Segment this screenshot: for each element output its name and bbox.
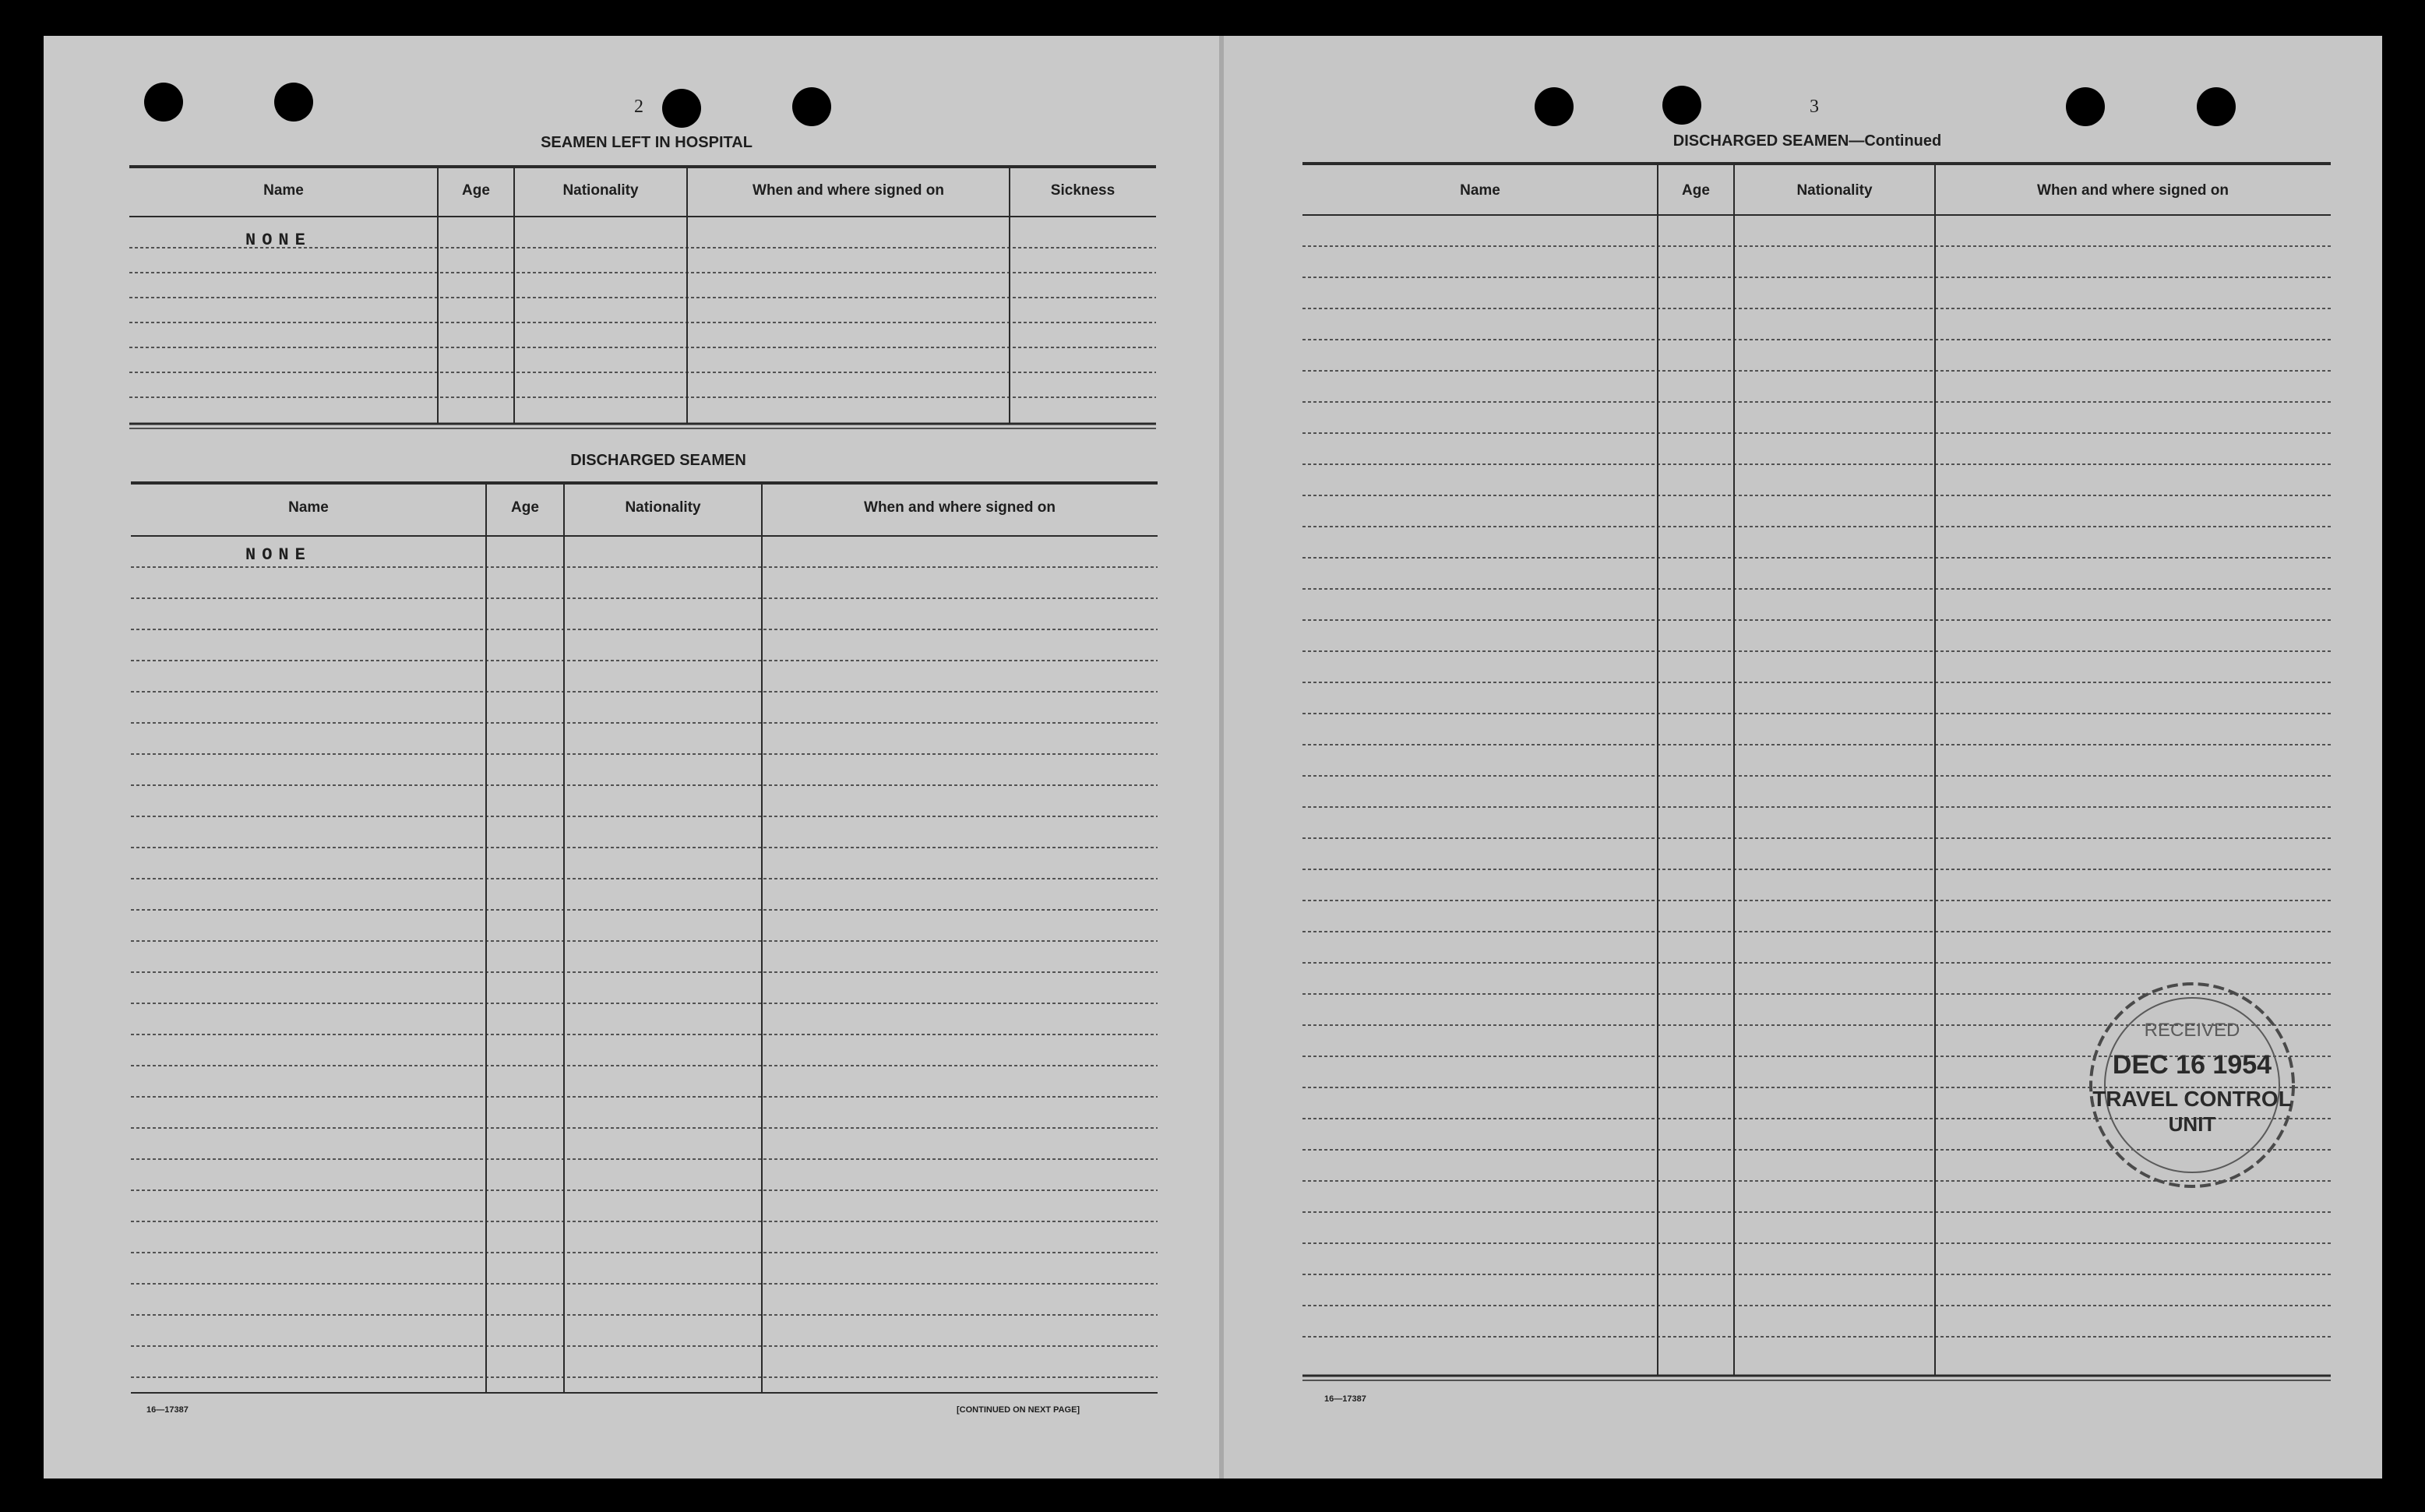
discharged-col-nationality: Nationality (625, 499, 701, 516)
discharged-section-title: DISCHARGED SEAMEN (570, 452, 746, 469)
continued-note: [CONTINUED ON NEXT PAGE] (957, 1405, 1080, 1415)
hospital-col-sickness: Sickness (1050, 182, 1116, 199)
stamp-unit-text: UNIT (2168, 1112, 2216, 1136)
discharged-entry-none: NONE (245, 545, 312, 565)
form-number: 16—17387 (146, 1405, 189, 1415)
hospital-col-signed-on: When and where signed on (753, 182, 944, 199)
discharged-col-name: Name (288, 499, 329, 516)
stamp-date-text: DEC 16 1954 (2112, 1050, 2272, 1080)
hospital-section-title: SEAMEN LEFT IN HOSPITAL (541, 134, 753, 151)
hospital-col-age: Age (462, 182, 490, 199)
right-col-nationality: Nationality (1796, 182, 1873, 199)
right-col-age: Age (1682, 182, 1710, 199)
right-section-title (1644, 132, 1971, 150)
received-stamp (2066, 980, 2318, 1190)
right-title-main: DISCHARGED SEAMEN (1672, 132, 1849, 150)
form-number: 16—17387 (1324, 1394, 1366, 1404)
right-title-sub: —Continued (1849, 132, 1942, 150)
discharged-col-age: Age (511, 499, 539, 516)
stamp-received-text: RECEIVED (2144, 1020, 2240, 1041)
page-number: 2 (634, 97, 643, 117)
stamp-unit-name-text: TRAVEL CONTROL (2092, 1087, 2292, 1111)
hospital-col-name: Name (263, 182, 304, 199)
hospital-entry-none: NONE (245, 231, 312, 250)
page-number: 3 (1810, 97, 1819, 117)
discharged-col-signed-on: When and where signed on (864, 499, 1056, 516)
right-col-signed-on: When and where signed on (2037, 182, 2229, 199)
hospital-col-nationality: Nationality (562, 182, 639, 199)
right-col-name: Name (1460, 182, 1500, 199)
